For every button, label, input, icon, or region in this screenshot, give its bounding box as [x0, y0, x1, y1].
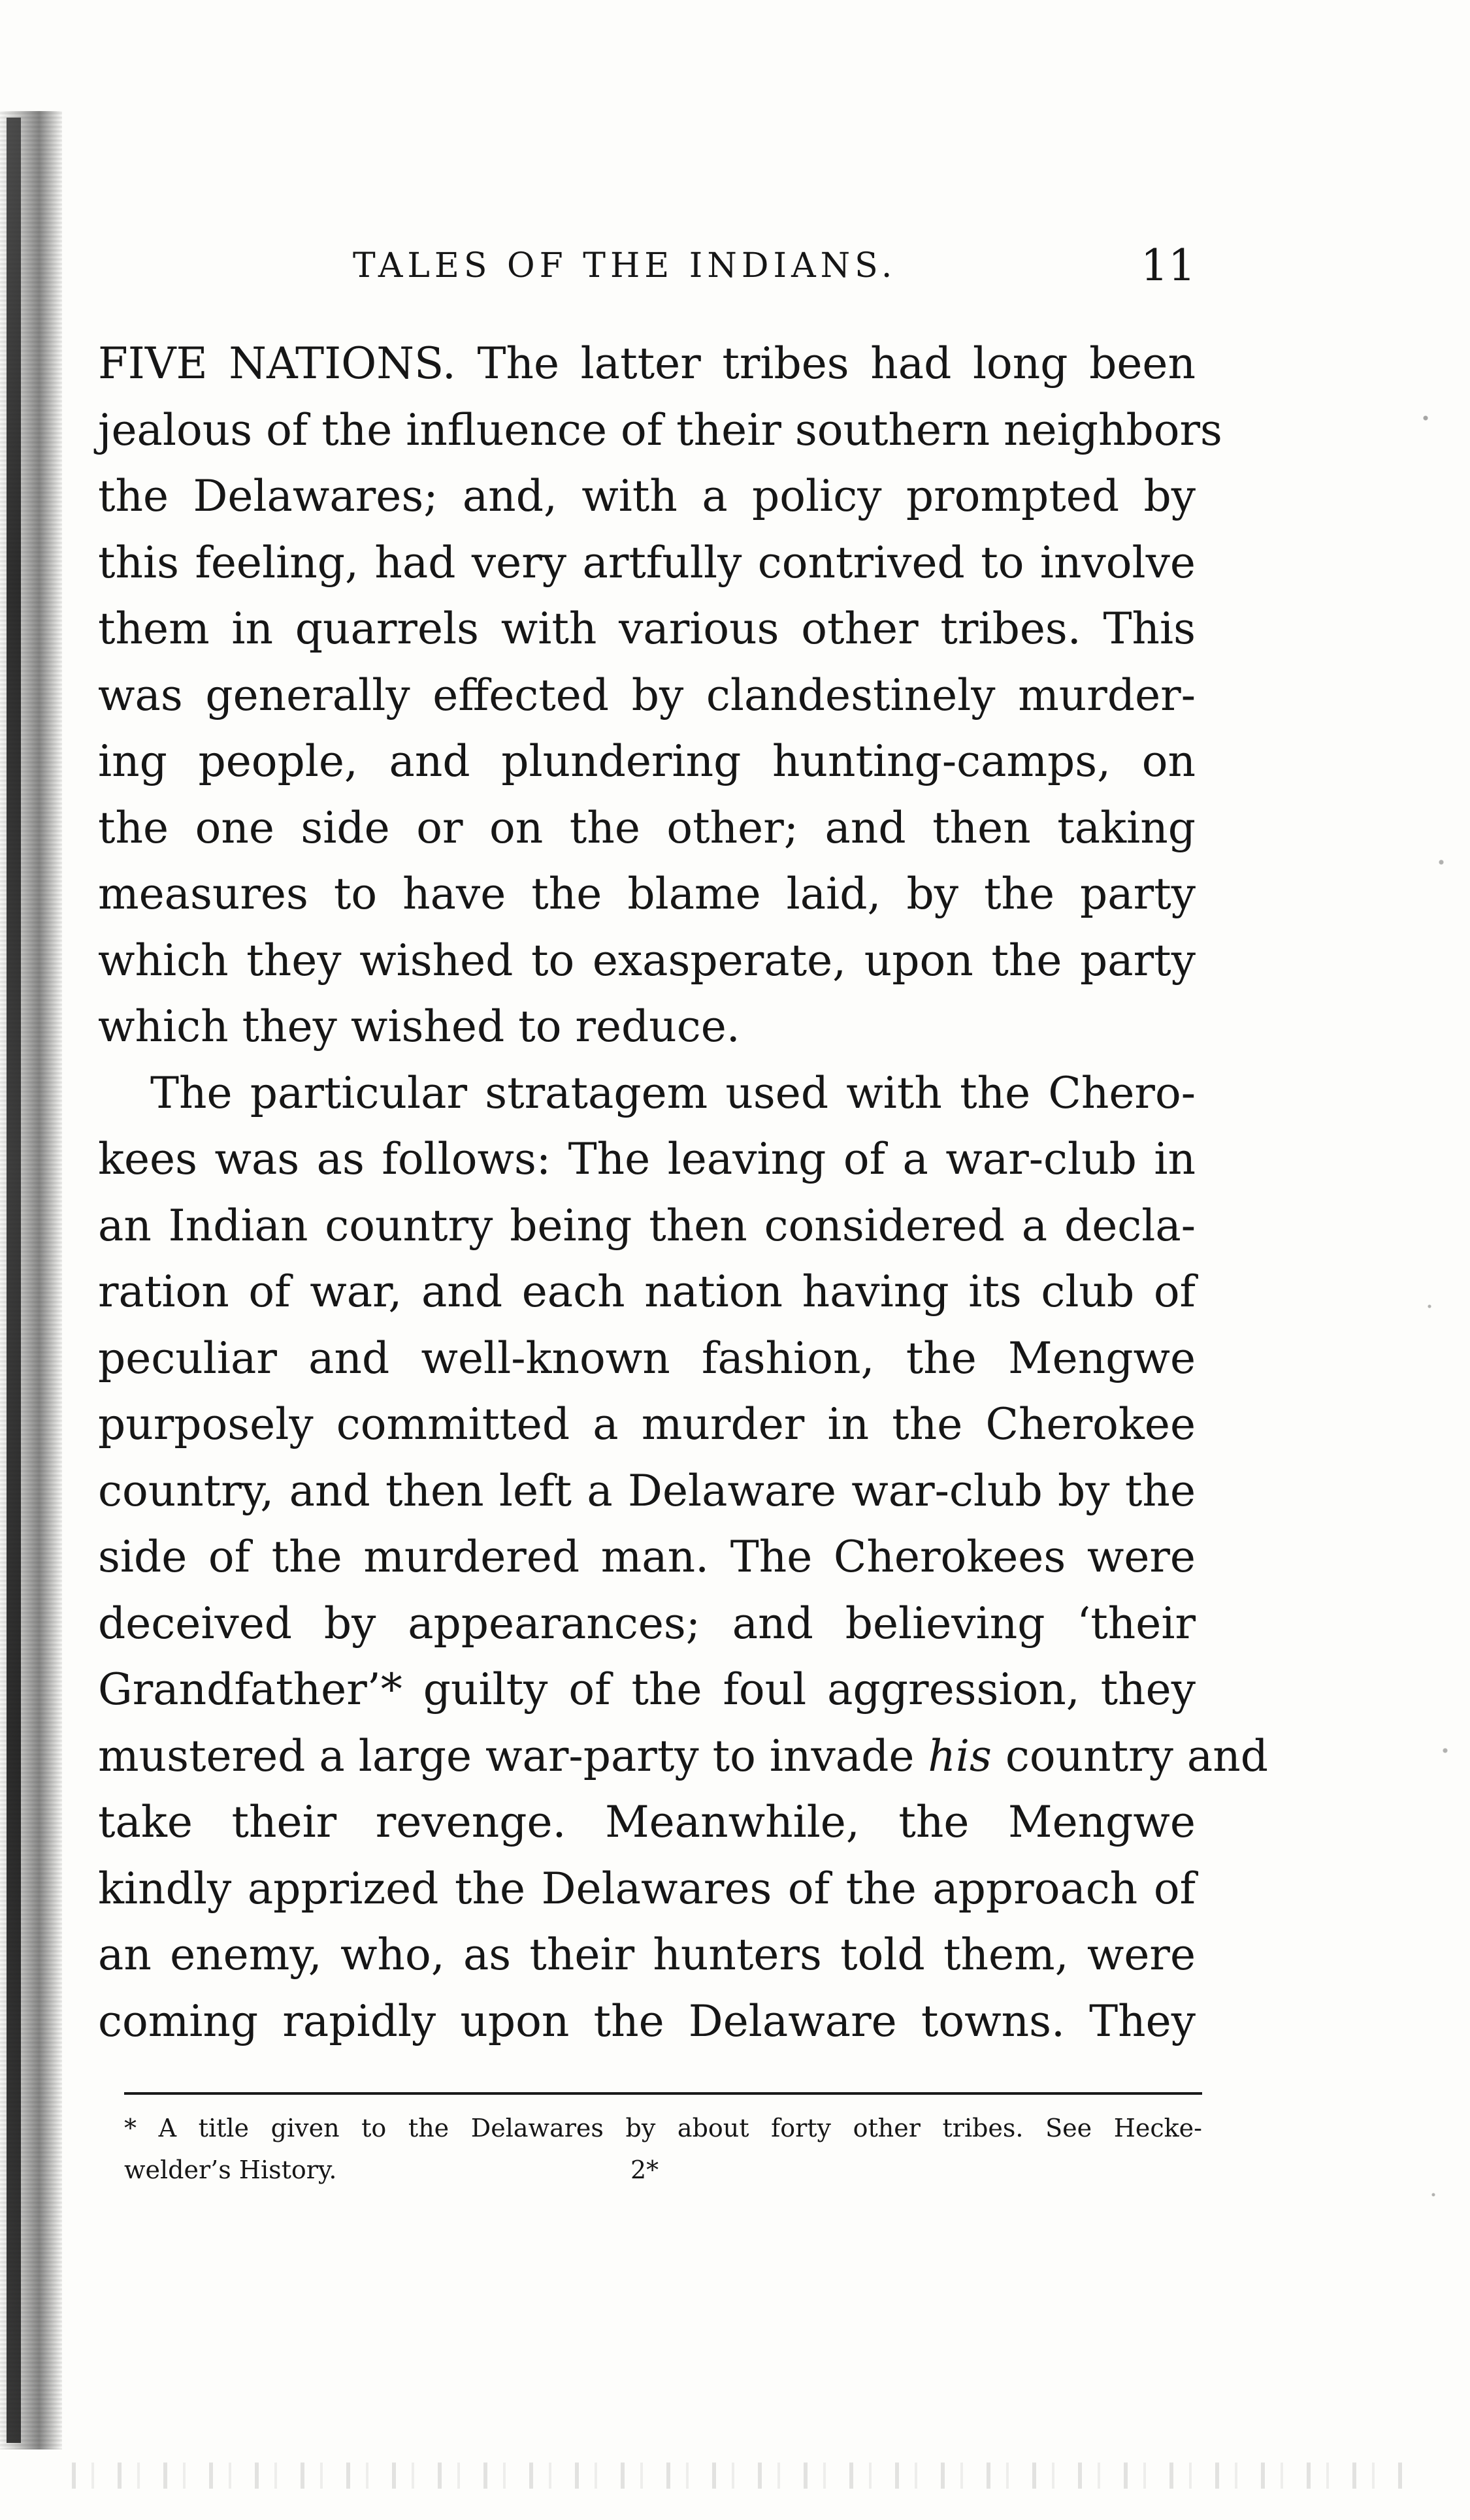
paragraph-end-line: which they wished to reduce. [98, 1001, 740, 1052]
text-line: this feeling, had very artfully contrived to involve [98, 537, 1196, 588]
footnote-line: * A title given to the Delawares by about forty other tribes. See Hecke- [124, 2114, 1202, 2142]
text-line: an enemy, who, as their hunters told them, were [98, 1930, 1196, 1980]
page-number: 11 [1141, 240, 1196, 291]
text-line-with-italic [98, 1723, 1269, 1790]
text-line: peculiar and well-known fashion, the Mengwe [98, 1333, 1196, 1383]
text-line: take their revenge. Meanwhile, the Mengwe [98, 1797, 1196, 1847]
paragraph-start-line: The particular stratagem used with the Chero- [150, 1067, 1196, 1118]
running-header [98, 236, 1196, 295]
text-line: was generally effected by clandestinely murder- [98, 670, 1196, 720]
text-segment: country and [991, 1730, 1269, 1781]
running-title: TALES OF THE INDIANS. [353, 246, 897, 285]
text-line: FIVE NATIONS. The latter tribes had long been [98, 338, 1196, 389]
text-line: deceived by appearances; and believing ‘their [98, 1598, 1196, 1649]
scan-noise-bottom [72, 2463, 1411, 2489]
text-line: Grandfather’* guilty of the foul aggression, they [98, 1664, 1196, 1715]
text-line: coming rapidly upon the Delaware towns. They [98, 1995, 1196, 2046]
text-line: them in quarrels with various other tribes. This [98, 604, 1196, 654]
text-segment: mustered a large war-party to invade [98, 1730, 928, 1781]
body-text [98, 331, 1269, 2054]
signature-mark: 2* [630, 2156, 659, 2184]
footnote [124, 2107, 1202, 2191]
text-line: measures to have the blame laid, by the party [98, 869, 1196, 919]
text-line: the Delawares; and, with a policy prompted by [98, 471, 1196, 521]
text-line: kindly apprized the Delawares of the approach of [98, 1863, 1196, 1914]
text-line: ing people, and plundering hunting-camps, on [98, 736, 1196, 786]
text-line: kees was as follows: The leaving of a war-club in [98, 1134, 1196, 1184]
text-line: side of the murdered man. The Cherokees were [98, 1532, 1196, 1582]
footnote-text: welder’s History. [124, 2156, 337, 2184]
text-line: jealous of the influence of their southern neighbors [98, 404, 1222, 455]
text-line: purposely committed a murder in the Cherokee [98, 1399, 1196, 1449]
text-line: ration of war, and each nation having its club of [98, 1267, 1196, 1317]
footnote-line [124, 2149, 1202, 2191]
text-line: the one side or on the other; and then taking [98, 802, 1196, 853]
scan-specks [1418, 196, 1457, 2417]
italic-word: his [928, 1730, 992, 1781]
text-line: country, and then left a Delaware war-club by the [98, 1465, 1196, 1516]
footnote-divider [124, 2092, 1202, 2095]
scanned-binding-edge [7, 118, 21, 2443]
text-line: an Indian country being then considered a decla- [98, 1200, 1196, 1251]
text-line: which they wished to exasperate, upon the party [98, 935, 1196, 986]
